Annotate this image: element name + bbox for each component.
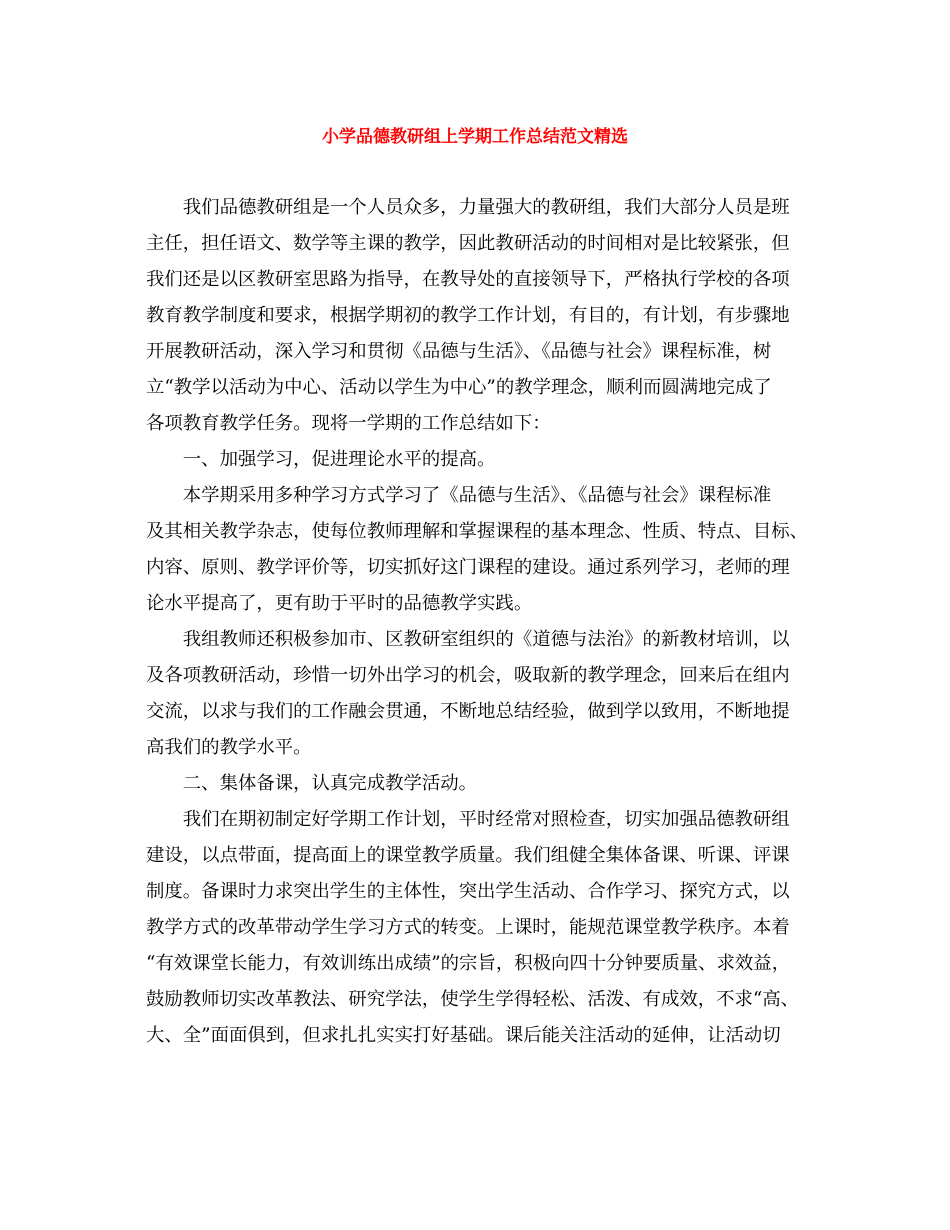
body-line: 制度。备课时力求突出学生的主体性，突出学生活动、合作学习、探究方式，以 bbox=[146, 881, 790, 902]
section-heading: 一、加强学习，促进理论水平的提高。 bbox=[146, 449, 496, 470]
document-title: 小学品德教研组上学期工作总结范文精选 bbox=[322, 127, 628, 147]
body-line: 交流，以求与我们的工作融会贯通，不断地总结经验，做到学以致用，不断地提 bbox=[146, 701, 790, 722]
body-line: 教育教学制度和要求，根据学期初的教学工作计划，有目的，有计划，有步骤地 bbox=[146, 305, 790, 326]
body-line: 内容、原则、教学评价等，切实抓好这门课程的建设。通过系列学习，老师的理 bbox=[146, 557, 790, 578]
body-line: 各项教育教学任务。现将一学期的工作总结如下： bbox=[146, 413, 551, 434]
body-line: “有效课堂长能力，有效训练出成绩”的宗旨，积极向四十分钟要质量、求效益， bbox=[146, 953, 791, 974]
body-line: 建设，以点带面，提高面上的课堂教学质量。我们组健全集体备课、听课、评课 bbox=[146, 845, 790, 866]
body-line: 鼓励教师切实改革教法、研究学法，使学生学得轻松、活泼、有成效，不求“高、 bbox=[146, 989, 800, 1010]
body-line: 我们在期初制定好学期工作计划，平时经常对照检查，切实加强品德教研组 bbox=[146, 809, 790, 830]
body-line: 及其相关教学杂志，使每位教师理解和掌握课程的基本理念、性质、特点、目标、 bbox=[146, 521, 809, 542]
body-line: 我组教师还积极参加市、区教研室组织的《道德与法治》的新教材培训，以 bbox=[146, 629, 790, 650]
body-line: 高我们的教学水平。 bbox=[146, 737, 312, 758]
body-line: 大、全”面面俱到，但求扎扎实实打好基础。课后能关注活动的延伸，让活动切 bbox=[146, 1025, 781, 1046]
section-heading: 二、集体备课，认真完成教学活动。 bbox=[146, 773, 478, 794]
body-line: 教学方式的改革带动学生学习方式的转变。上课时，能规范课堂教学秩序。本着 bbox=[146, 917, 790, 938]
body-line: 本学期采用多种学习方式学习了《品德与生活》、《品德与社会》课程标准 bbox=[146, 485, 772, 506]
body-line: 开展教研活动，深入学习和贯彻《品德与生活》、《品德与社会》课程标准，树 bbox=[146, 341, 772, 362]
body-line: 及各项教研活动，珍惜一切外出学习的机会，吸取新的教学理念，回来后在组内 bbox=[146, 665, 790, 686]
body-line: 我们还是以区教研室思路为指导，在教导处的直接领导下，严格执行学校的各项 bbox=[146, 269, 790, 290]
body-line: 我们品德教研组是一个人员众多，力量强大的教研组，我们大部分人员是班 bbox=[146, 197, 790, 218]
body-line: 主任，担任语文、数学等主课的教学，因此教研活动的时间相对是比较紧张，但 bbox=[146, 233, 790, 254]
body-line: 立“教学以活动为中心、活动以学生为中心”的教学理念，顺利而圆满地完成了 bbox=[146, 377, 772, 398]
body-line: 论水平提高了，更有助于平时的品德教学实践。 bbox=[146, 593, 533, 614]
